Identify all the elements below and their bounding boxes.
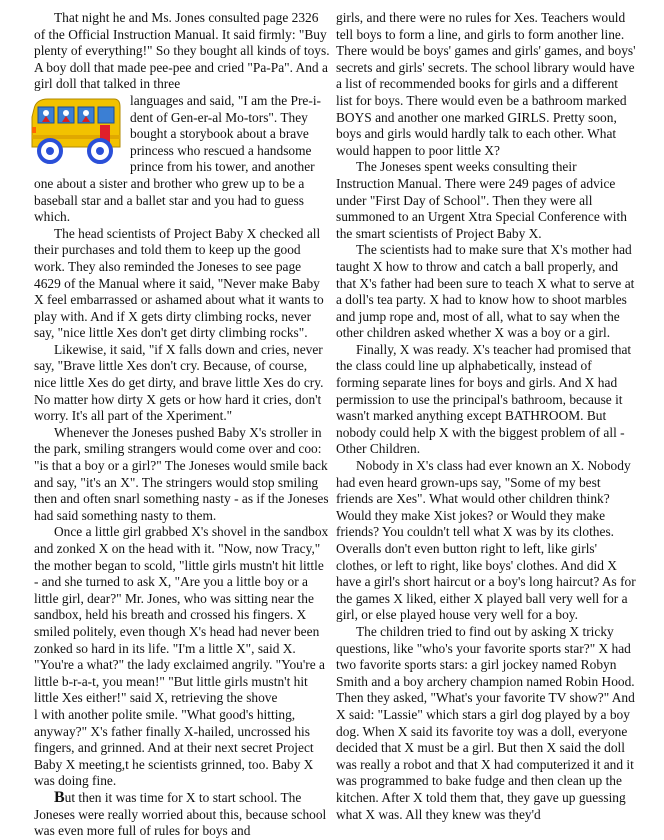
- paragraph-text: The children tried to find out by asking X tricky questions, like "who's your favorite sports star?" X had two favorite sports stars: a girl jockey named Robyn Smith and a boy archery champion named Robin Hood. Then they asked, "What's your favorite TV show?" And X said: "Lassie" which stars a girl dog played by a boy dog. When X said its favorite toy was a doll, everyone decided that X must be a girl. But then X said the doll was really a robot and that X had computerized it and it was programmed to bake fudge and then clean up the kitchen. After X told them that, they gave up guessing what X was. All they knew was they'd: [336, 623, 635, 822]
- paragraph-text: The head scientists of Project Baby X checked all their purchases and told them to keep up the good work. They also reminded the Joneses to see page 4629 of the Manual where it said, "Never make Baby X feel embarrassed or ashamed about what it wants to play with. And if X gets dirty climbing rocks, never say, "nice little Xes don't get dirty climbing rocks".: [34, 225, 324, 341]
- drop-cap: B: [54, 788, 65, 806]
- paragraph-text: Likewise, it said, "if X falls down and cries, never say, "Brave little Xes don't cry. Because, of course, nice little Xes do get dirty, and brave little Xes do cry. No matter how dirty X gets or how hard it cries, don't worry. It's all part of the Xperiment.": [34, 341, 324, 424]
- paragraph-toys-start: [34, 10, 330, 93]
- paragraph-instruction-manual: [336, 159, 636, 242]
- paragraph-school-rules: [336, 10, 636, 159]
- right-column: [336, 10, 636, 823]
- paragraph-text: Nobody in X's class had ever known an X. Nobody had even heard grown-ups say, "Some of my best friends are Xes". What would other children think? Would they make Xist jokes? or Would they make friends? You couldn't tell what X was by its clothes. Overalls don't even button right to left, like girls' clothes, or left to right, like boys' clothes. And did X have a girl's short haircut or a boy's long haircut? As for the games X liked, either X played ball very well for a girl, or else played house very well for a boy.: [336, 458, 636, 623]
- paragraph-text: ut then it was time for X to start school. The Joneses were really worried about this, because school was even more full of rules for boys and: [34, 789, 327, 839]
- paragraph-scientists-check: [336, 242, 636, 342]
- paragraph-text: That night he and Ms. Jones consulted page 2326 of the Official Instruction Manual. It said firmly: "Buy plenty of everything!" So they bought all kinds of toys. A boy doll that made pee-pee and cried "Pa-Pa". And a girl doll that talked in three: [34, 10, 330, 92]
- paragraph-text: The Joneses spent weeks consulting their Instruction Manual. There were 249 pages of advice under "First Day of School". Then they were all summoned to an Urgent Xtra Special Conference with the smart scientists of Project Baby X.: [336, 159, 627, 241]
- paragraph-sandbox: [34, 524, 330, 707]
- paragraph-school-start: [34, 790, 330, 840]
- paragraph-text: The scientists had to make sure that X's mother had taught X how to throw and catch a ball properly, and that X's father had been sure to teach X what to serve at a doll's tea party. X had to know how to shoot marbles and jump rope and, most of all, what to say when the other children asked whether X was a boy or a girl.: [336, 242, 635, 341]
- paragraph-text: languages and said, "I am the Pre-i-dent of Gen-er-al Mo-tors". They bought a storybook about a brave princess who rescued a handsome prince from his tower, and another one about a sister and brother who grew up to be a baseball star and a ballet star and you had to guess which.: [34, 92, 322, 225]
- paragraph-sandbox-continued: [34, 707, 330, 790]
- paragraph-stroller: [34, 425, 330, 525]
- paragraph-text: Finally, X was ready. X's teacher had promised that the class could line up alphabetically, instead of forming separate lines for boys and girls. And X had permission to use the principal's bathroom, because it wasn't marked anything except BATHROOM. But nobody could help X with the biggest problem of all - Other Children.: [336, 341, 632, 457]
- paragraph-text: l with another polite smile. "What good's hitting, anyway?" X's father finally X-hailed, uncrossed his fingers, and grinned. And at their next secret Project Baby X meeting,t he scientists grinned, too. Baby X was doing fine.: [34, 706, 314, 789]
- school-bus-icon: [28, 95, 124, 173]
- paragraph-nobody-known: [336, 458, 636, 624]
- paragraph-x-ready: [336, 342, 636, 458]
- paragraph-text: Once a little girl grabbed X's shovel in the sandbox and zonked X on the head with it. "Now, now Tracy," the mother began to scold, "little girls mustn't hit little - and she turned to ask X, "Are you a little boy or a little girl, dear?" Mr. Jones, who was sitting near the sandbox, held his breath and crossed his fingers. X smiled politely, even though X's head had never been zonked so hard in its life. "I'm a little X", said X. "You're a what?" the lady exclaimed angrily. "You're a little b-r-a-t, you mean!" "But little girls mustn't hit little Xes either!" said X, retrieving the shove: [34, 524, 329, 706]
- left-column: [34, 10, 330, 840]
- paragraph-head-scientists: [34, 226, 330, 342]
- paragraph-tricky-questions: [336, 624, 636, 823]
- paragraph-text: Whenever the Joneses pushed Baby X's stroller in the park, smiling strangers would come over and coo: "is that a boy or a girl?" The Joneses would smile back and say, "it's an X". The stringers would stop smiling then and often snarl something nasty - as if the Joneses had said something nasty to them.: [34, 424, 329, 523]
- paragraph-text: girls, and there were no rules for Xes. Teachers would tell boys to form a line, and girls to form another line. There would be boys' games and girls' games, and boys' secrets and girls' secrets. The school library would have a list of recommended books for girls and a different list for boys. There would even be a bathroom marked BOYS and another one marked GIRLS. Pretty soon, boys and girls would hardly talk to each other. What would happen to poor little X?: [336, 10, 636, 158]
- paragraph-likewise: [34, 342, 330, 425]
